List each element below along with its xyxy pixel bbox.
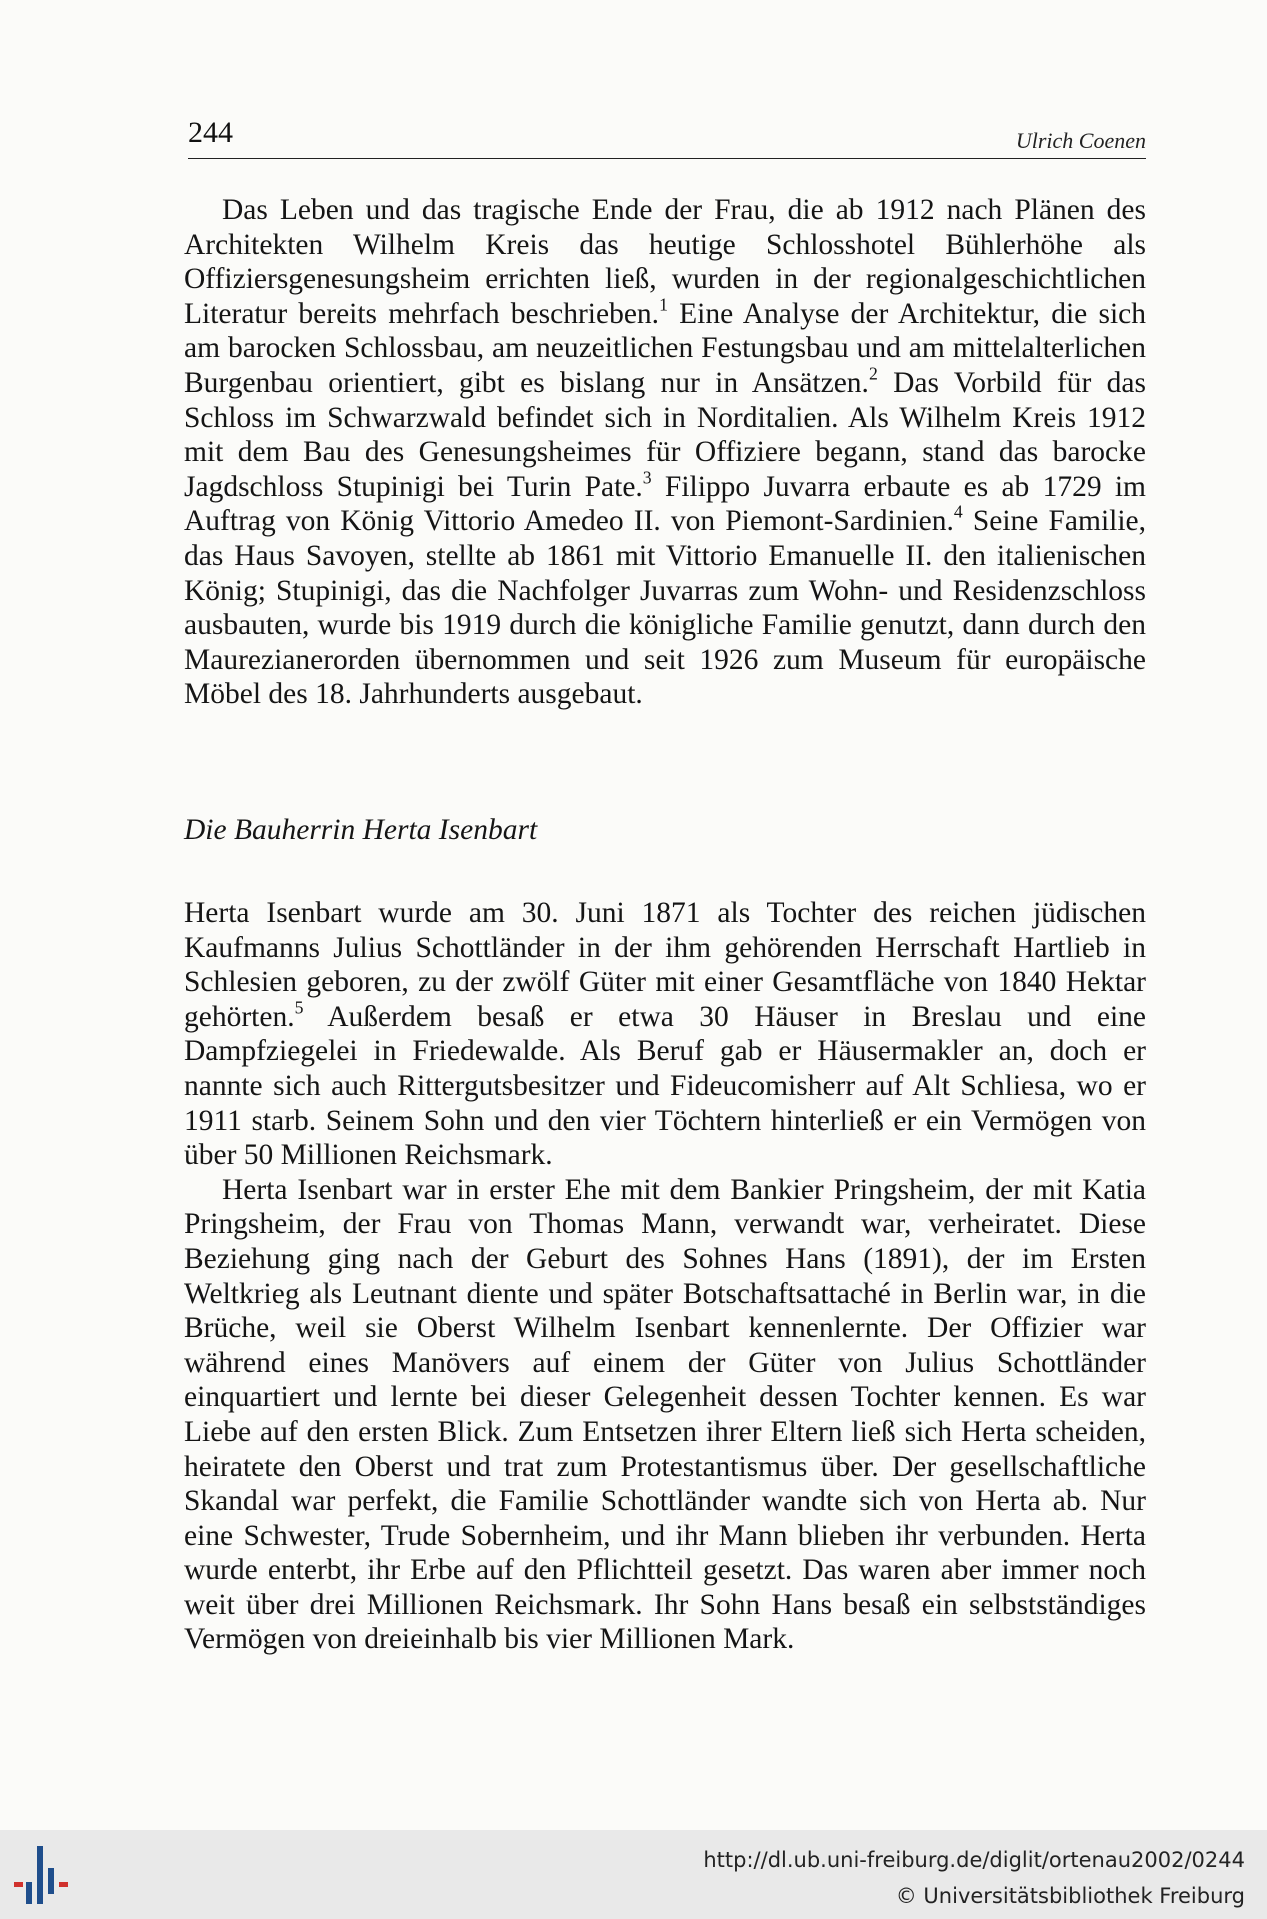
footnote-ref-4[interactable]: 4 [953,501,963,522]
section-heading: Die Bauherrin Herta Isenbart [184,814,538,846]
running-head-author: Ulrich Coenen [1015,128,1146,153]
permalink-url[interactable]: http://dl.ub.uni-freiburg.de/diglit/ortenau2002/0244 [703,1848,1245,1872]
running-head [188,118,1146,159]
viewer-footer [0,1830,1267,1919]
paragraph-birth: Herta Isenbart wurde am 30. Juni 1871 als Tochter des reichen jüdischen Kaufmanns Julius Schottländer in der ihm gehörenden Herrschaft Hartlieb in Schlesien geboren, zu der zwölf Güter mit einer Gesamtfläche von 1840 Hektar gehörten.$^5$ Außerdem besaß er etwa 30 Häuser in Breslau und eine Dampfziegelei in Friedewalde. Als Beruf gab er Häusermakler an, doch er nannte sich auch Rittergutsbesitzer und Fideucomisherr auf Alt Schliesa, wo er 1911 starb. Seinem Sohn und den vier Töchtern hinterließ er ein Vermögen von über 50 Millionen Reichsmark. [184,897,1146,1172]
page-number: 244 [188,116,233,149]
footnote-ref-3[interactable]: 3 [642,467,652,488]
body-text-section [184,896,1146,1657]
ub-freiburg-logo-icon[interactable] [10,1838,80,1912]
footnote-ref-1[interactable]: 1 [659,294,668,315]
footnote-ref-2[interactable]: 2 [868,363,878,384]
paragraph-intro: Das Leben und das tragische Ende der Frau, die ab 1912 nach Plänen des Architekten Wilhelm Kreis das heutige Schlosshotel Bühlerhöhe als Offiziersgenesungsheim errichten ließ, wurden in der regionalgeschichtlichen Literatur bereits mehrfach beschrieben.$^1$ Eine Analyse der Architektur, die sich am barocken Schlossbau, am neuzeitlichen Festungsbau und am mittelalterlichen Burgenbau orientiert, gibt es bislang nur in Ansätzen.$^2$ Das Vorbild für das Schloss im Schwarzwald befindet sich in Norditalien. Als Wilhelm Kreis 1912 mit dem Bau des Genesungsheimes für Offiziere begann, stand das barocke Jagdschloss Stupinigi bei Turin Pate.$^3$ Filippo Juvarra erbaute es ab 1729 im Auftrag von König Vittorio Amedeo II. von Piemont-Sardinien.$^4$ Seine Familie, das Haus Savoyen, stellte ab 1861 mit Vittorio Emanuelle II. den italienischen König; Stupinigi, das die Nachfolger Juvarras zum Wohn- und Residenzschloss ausbauten, wurde bis 1919 durch die königliche Familie genutzt, dann durch den Maurezianerorden übernommen und seit 1926 zum Museum für europäische Möbel des 18. Jahrhunderts ausgebaut. [184,194,1147,711]
copyright-notice: © Universitätsbibliothek Freiburg [895,1884,1245,1908]
paragraph-marriage: Herta Isenbart war in erster Ehe mit dem Bankier Pringsheim, der mit Katia Pringsheim, der Frau von Thomas Mann, verwandt war, verheiratet. Diese Beziehung ging nach der Geburt des Sohnes Hans (1891), der im Ersten Weltkrieg als Leutnant diente und später Botschaftsattaché in Berlin war, in die Brüche, weil sie Oberst Wilhelm Isenbart kennenlernte. Der Offizier war während eines Manövers auf einem der Güter von Julius Schottländer einquartiert und lernte bei dieser Gelegenheit dessen Tochter kennen. Es war Liebe auf den ersten Blick. Zum Entsetzen ihrer Eltern ließ sich Herta scheiden, heiratete den Oberst und trat zum Protestantismus über. Der gesellschaftliche Skandal war perfekt, die Familie Schottländer wandte sich von Herta ab. Nur eine Schwester, Trude Sobernheim, und ihr Mann blieben ihr verbunden. Herta wurde enterbt, ihr Erbe auf den Pflichtteil gesetzt. Das waren aber immer noch weit über drei Millionen Reichsmark. Ihr Sohn Hans besaß ein selbstständiges Vermögen von dreieinhalb bis vier Millionen Mark. [184,1173,1146,1656]
footnote-ref-5[interactable]: 5 [294,997,304,1018]
body-text-intro [184,193,1146,712]
